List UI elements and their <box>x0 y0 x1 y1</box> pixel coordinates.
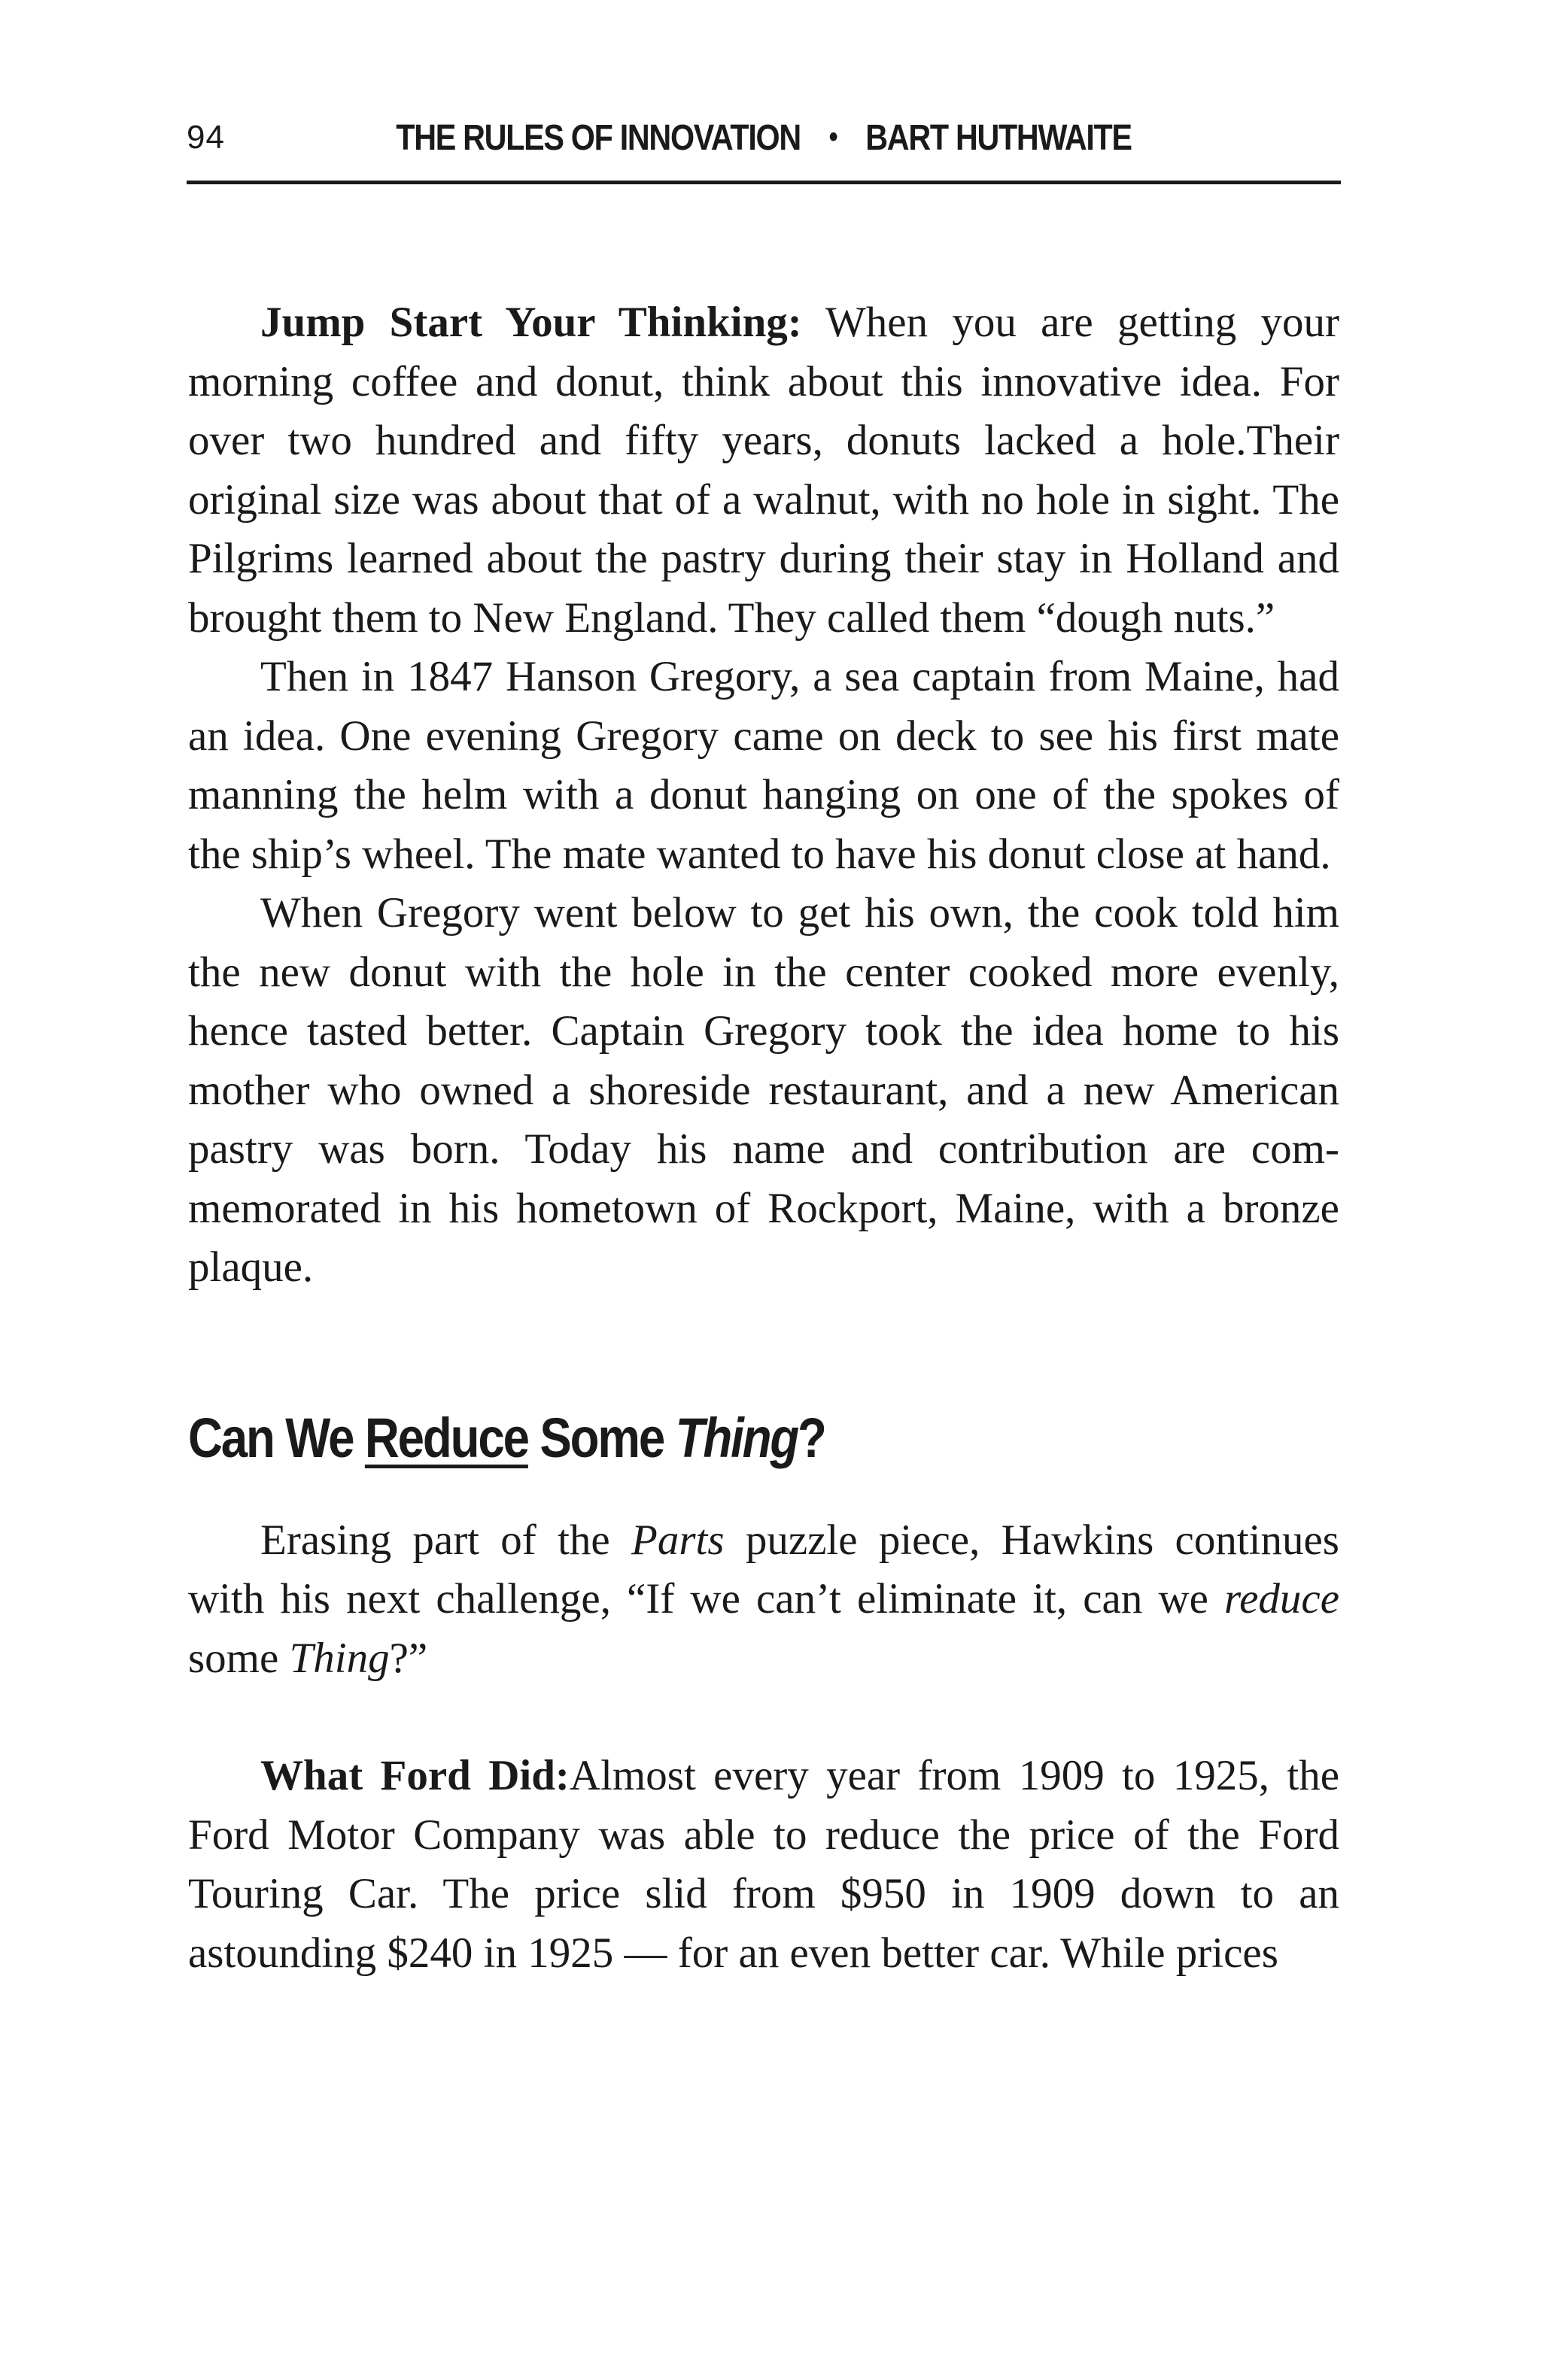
heading-part-2: Some <box>527 1406 676 1469</box>
intro-reduce-word: reduce <box>1224 1575 1339 1623</box>
heading-italic-word: Thing <box>675 1406 798 1469</box>
separator-bullet: • <box>828 120 837 153</box>
author-name: BART HUTHWAITE <box>865 118 1132 158</box>
heading-end: ? <box>798 1406 825 1469</box>
intro-text-3: some <box>188 1634 290 1682</box>
running-head-title <box>267 117 1260 159</box>
jump-start-paragraph <box>188 293 1339 648</box>
intro-parts-word: Parts <box>631 1516 725 1564</box>
heading-part-1: Can We <box>188 1406 365 1469</box>
jump-start-lead: Jump Start Your Thinking: <box>260 299 802 346</box>
intro-thing-word: Thing <box>289 1634 390 1682</box>
page-number: 94 <box>187 119 225 156</box>
intro-text-2: puzzle piece, Hawkins continues with his next challenge, “If we can’t eliminate it, can we <box>188 1516 1339 1623</box>
ford-text: Almost every year from 1909 to 1925, the Ford Motor Company was able to reduce the price of the Ford Touring Car. The price slid from $950 in 1909 down to an astounding $240 in 1925 — for an even better car. While prices <box>188 1752 1339 1977</box>
book-title: THE RULES OF INNOVATION <box>396 118 801 158</box>
gregory-paragraph: Then in 1847 Hanson Gregory, a sea captain from Maine, had an idea. One evening Gregory came on deck to see his first mate manning the helm with a donut hanging on one of the spokes of the ship’s wheel. The mate wanted to have his donut close at hand. <box>188 653 1339 878</box>
jump-start-text: When you are getting your morning coffee and donut, think about this innovative idea. For over two hundred and fifty years, donuts lacked a hole.Their original size was about that of a walnut, with no hole in sight. The Pilgrims learned about the pastry during their stay in Holland and brought them to New England. They called them “dough nuts.” <box>188 299 1339 642</box>
heading-underlined-word: Reduce <box>364 1406 528 1469</box>
intro-text-4: ?” <box>389 1634 428 1682</box>
section-heading <box>188 1404 1178 1472</box>
cook-paragraph: When Gregory went below to get his own, the cook told him the new donut with the hole in the center cooked more evenly, hence tasted better. Captain Gregory took the idea home to his mother who owned a shoreside restaurant, and a new American pastry was born. Today his name and contribution are commemorated in his hometown of Rockport, Maine, with a bronze plaque. <box>188 889 1339 1291</box>
ford-lead: What Ford Did: <box>260 1752 570 1799</box>
intro-paragraph <box>188 1511 1339 1689</box>
intro-text-1: Erasing part of the <box>260 1516 631 1564</box>
running-header <box>187 113 1341 184</box>
ford-paragraph <box>188 1747 1339 1983</box>
page-body <box>188 293 1339 1983</box>
